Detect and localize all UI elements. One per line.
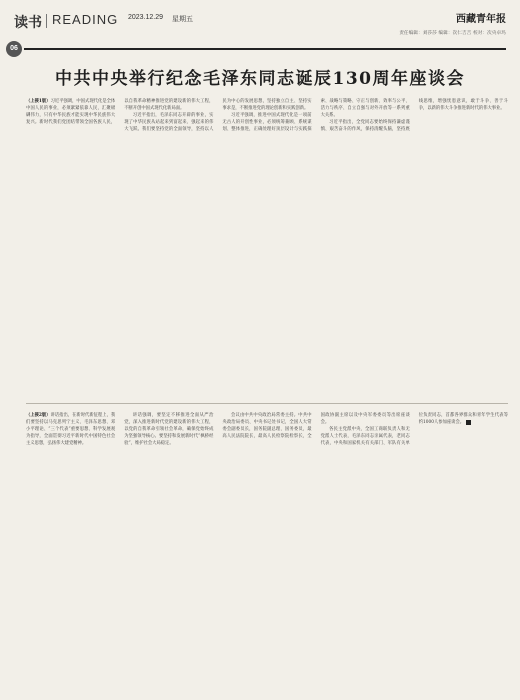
article-paragraph: 各民主党派中央、全国工商联负责人和无党派人士代表，毛泽东同志亲属代表，老同志代表，中央和国家机关有关部门、军队有关单位负责同志，首都各界群众和青年学生代表等约1000人参加座谈会。 bbox=[320, 413, 508, 447]
issue-weekday: 星期五 bbox=[172, 15, 193, 23]
continuation-tag: （上接2版） bbox=[26, 413, 51, 418]
header-rule bbox=[24, 48, 506, 50]
section-title-en: READING bbox=[52, 12, 119, 27]
headline: 中共中央举行纪念毛泽东同志诞辰130周年座谈会 bbox=[55, 69, 465, 89]
article-paragraph: 习近平强调，推进中国式现代化是一项前无古人的开创性事业，必须统筹兼顾、系统谋划、整体推进，正确处理好顶层设计与实践探索、战略与策略、守正与创新、效率与公平、活力与秩序、自立自强与对外开放等一系列重大关系。 bbox=[222, 99, 410, 133]
section-divider bbox=[46, 14, 47, 28]
article-paragraph: 讲话强调，要坚定不移推进全面从严治党，深入推进新时代党的建设新的伟大工程，以党的自我革命引领社会革命，确保党始终成为坚强领导核心。要坚持和发展新时代“枫桥经验”，维护社会大局稳定。 bbox=[124, 413, 214, 447]
newspaper-name: 西藏青年报 bbox=[456, 14, 506, 25]
article-paragraph: 习近平强调，中国式现代化是全体中国人民的事业，必须紧紧依靠人民，汇聚磅礴伟力，只有中华民族才能实现中华民族伟大复兴。新时代我们党团结带领全国各族人民，以自我革命精神推进党的建设新的伟大工程，不断开创中国式现代化新局面。 bbox=[26, 99, 214, 126]
section-title-cn: 读书 bbox=[14, 15, 42, 31]
article-paragraph: 会议由中共中央政治局常委主持。中共中央政治局委员、中央书记处书记，全国人大常委会副委员长，国务院副总理、国务委员，最高人民法院院长，最高人民检察院检察长，全国政协副主席以及中央军委委员等出席座谈会。 bbox=[222, 413, 410, 440]
continuation-tag: （上接1版） bbox=[26, 99, 51, 104]
page-header bbox=[0, 0, 520, 56]
article-paragraph: 习近平指出，全党同志要始终保持谦虚谨慎、艰苦奋斗的作风，保持清醒头脑，坚持底线思维，增强忧患意识，敢于斗争、善于斗争，以新的伟大斗争推进新时代的伟大事业。 bbox=[320, 99, 508, 133]
article-paragraph: 讲话指出，在新时代新征程上，我们要坚持以马克思列宁主义、毛泽东思想、邓小平理论、“三个代表”重要思想、科学发展观为指导，全面贯彻习近平新时代中国特色社会主义思想，弘扬伟大建党精神。 bbox=[26, 413, 116, 447]
article-paragraph: 习近平指出，毛泽东同志开辟的事业，实现了中华民族从站起来到富起来、强起来的伟大飞跃。我们要坚持党的全面领导，坚持以人民为中心的发展思想，坚持独立自主、坚持实事求是，不断推进党的理论创新和实践创新。 bbox=[124, 99, 312, 133]
article-separator bbox=[26, 403, 508, 404]
end-of-article-mark bbox=[466, 420, 471, 425]
page-number-badge: 06 bbox=[6, 41, 22, 57]
article-2 bbox=[26, 412, 508, 690]
article-1 bbox=[26, 98, 508, 396]
issue-date: 2023.12.29 bbox=[128, 14, 164, 21]
staff-credits: 责任编辑：刘莎莎 编辑：次仁吉吉 校对：次央卓玛 bbox=[399, 31, 506, 36]
